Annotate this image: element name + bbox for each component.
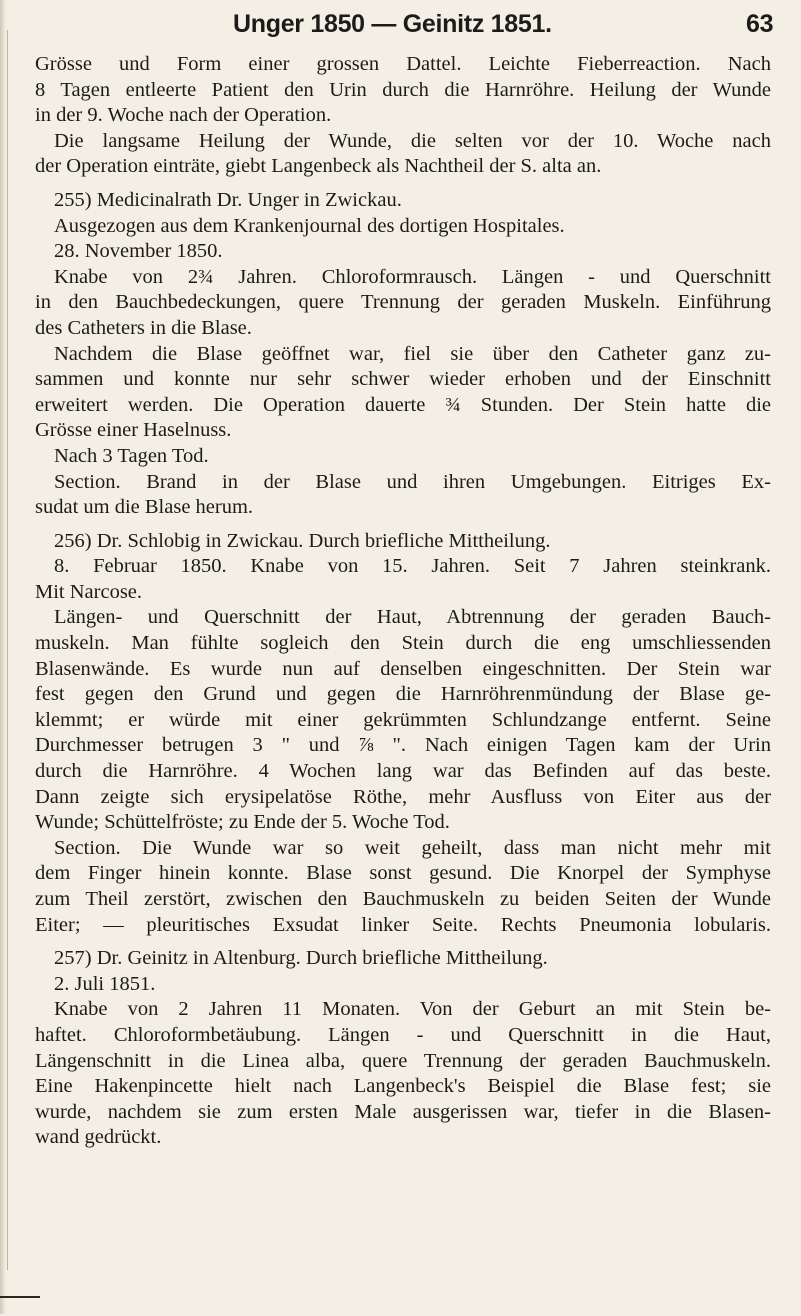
text-line: Section. Brand in der Blase und ihren Umgebungen. Eitriges Ex-: [54, 470, 771, 493]
text-line: Mit Narcose.: [35, 580, 143, 603]
text-line: Durchmesser betrugen 3 " und ⅞ ". Nach einigen Tagen kam der Urin: [35, 734, 771, 757]
text-line: muskeln. Man fühlte sogleich den Stein durch die eng umschliessenden: [35, 632, 771, 655]
text-line: dem Finger hinein konnte. Blase sonst gesund. Die Knorpel der Symphyse: [35, 862, 771, 885]
text-line: wand gedrückt.: [35, 1126, 162, 1149]
text-line: der Operation einträte, giebt Langenbeck als Nachtheil der S. alta an.: [35, 155, 602, 178]
text-line: Längenschnitt in die Linea alba, quere Trennung der geraden Bauchmuskeln.: [35, 1049, 771, 1072]
running-title: Unger 1850 — Geinitz 1851.: [233, 10, 552, 38]
text-line: Grösse einer Haselnuss.: [35, 419, 232, 442]
text-line: haftet. Chloroformbetäubung. Längen - und Querschnitt in die Haut,: [35, 1023, 771, 1046]
page-body: [35, 52, 771, 1151]
text-line: Dann zeigte sich erysipelatöse Röthe, mehr Ausfluss von Eiter aus der: [35, 785, 771, 808]
case-heading: 255) Medicinalrath Dr. Unger in Zwickau.: [54, 188, 402, 211]
text-line: Längen- und Querschnitt der Haut, Abtrennung der geraden Bauch-: [54, 606, 771, 629]
text-line: zum Theil zerstört, zwischen den Bauchmuskeln zu beiden Seiten der Wunde: [35, 888, 771, 910]
page-binding-edge: [0, 0, 6, 1314]
text-line: Knabe von 2 Jahren 11 Monaten. Von der Geburt an mit Stein be-: [54, 998, 771, 1021]
running-header: [0, 10, 801, 42]
text-line: Nachdem die Blase geöffnet war, fiel sie über den Catheter ganz zu-: [54, 342, 771, 365]
case-date: 28. November 1850.: [54, 240, 223, 263]
text-line: Wunde; Schüttelfröste; zu Ende der 5. Woche Tod.: [35, 811, 450, 834]
text-line: Grösse und Form einer grossen Dattel. Leichte Fieberreaction. Nach: [35, 53, 771, 75]
text-line: Die langsame Heilung der Wunde, die selten vor der 10. Woche nach: [54, 129, 771, 152]
text-line: sammen und konnte nur sehr schwer wieder erhoben und der Einschnitt: [35, 368, 771, 391]
page-corner-mark: [0, 1296, 40, 1316]
text-line: sudat um die Blase herum.: [35, 496, 254, 519]
text-line: Section. Die Wunde war so weit geheilt, dass man nicht mehr mit: [54, 836, 771, 859]
text-line: Nach 3 Tagen Tod.: [54, 444, 209, 467]
text-line: wurde, nachdem sie zum ersten Male ausgerissen war, tiefer in die Blasen-: [35, 1100, 771, 1123]
text-line: erweitert werden. Die Operation dauerte ¾ Stunden. Der Stein hatte die: [35, 393, 771, 416]
text-line: Eine Hakenpincette hielt nach Langenbeck's Beispiel die Blase fest; sie: [35, 1075, 771, 1098]
case-date: 8. Februar 1850. Knabe von 15. Jahren. Seit 7 Jahren steinkrank.: [54, 555, 771, 578]
text-line: klemmt; er würde mit einer gekrümmten Schlundzange entfernt. Seine: [35, 708, 771, 731]
text-line: fest gegen den Grund und gegen die Harnröhrenmündung der Blase ge-: [35, 683, 771, 706]
text-line: Knabe von 2¾ Jahren. Chloroformrausch. Längen - und Querschnitt: [54, 265, 771, 288]
text-line: durch die Harnröhre. 4 Wochen lang war das Befinden auf das beste.: [35, 760, 771, 783]
page-number: 63: [746, 10, 774, 38]
text-line: Ausgezogen aus dem Krankenjournal des dortigen Hospitales.: [54, 214, 565, 237]
case-heading: 257) Dr. Geinitz in Altenburg. Durch briefliche Mittheilung.: [54, 947, 548, 970]
text-line: in der 9. Woche nach der Operation.: [35, 104, 332, 127]
text-line: Eiter; — pleuritisches Exsudat linker Seite. Rechts Pneumonia lobularis.: [35, 913, 771, 936]
case-heading: 256) Dr. Schlobig in Zwickau. Durch briefliche Mittheilung.: [54, 529, 551, 552]
case-date: 2. Juli 1851.: [54, 972, 156, 995]
text-line: in den Bauchbedeckungen, quere Trennung der geraden Muskeln. Einführung: [35, 291, 771, 314]
text-line: des Catheters in die Blase.: [35, 316, 252, 339]
text-line: Blasenwände. Es wurde nun auf denselben eingeschnitten. Der Stein war: [35, 657, 771, 680]
text-line: 8 Tagen entleerte Patient den Urin durch die Harnröhre. Heilung der Wunde: [35, 78, 771, 101]
page-edge-line: [7, 30, 8, 1270]
